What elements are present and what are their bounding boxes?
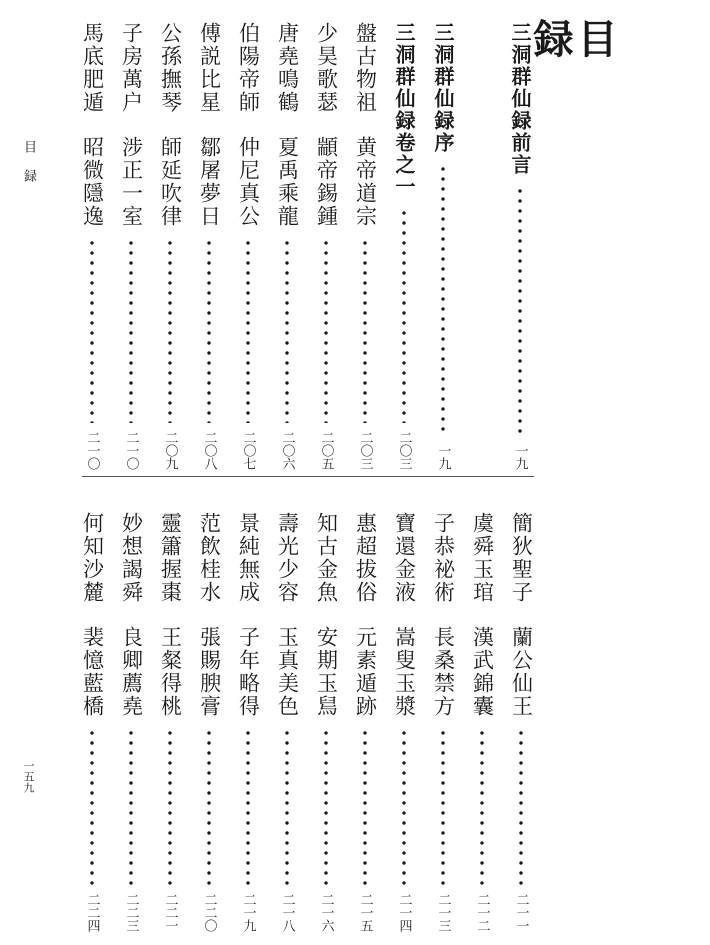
- page-number: 二二〇: [201, 893, 217, 932]
- page-number: 二〇五: [318, 431, 334, 470]
- leader-dots: [246, 728, 250, 885]
- leader-dots: [285, 238, 289, 423]
- running-head: 目 録: [21, 140, 36, 189]
- leader-dots: [129, 728, 133, 885]
- page-number: 二〇九: [162, 431, 178, 470]
- leader-dots: [519, 728, 523, 885]
- toc-entry[interactable]: [274, 512, 300, 932]
- page-number: 二一〇: [123, 431, 139, 470]
- toc-entry-foreword[interactable]: [430, 22, 456, 470]
- entry-title-b: 王粲得桃: [158, 626, 183, 718]
- toc-entry[interactable]: [352, 512, 378, 932]
- leader-dots: [324, 238, 328, 423]
- entry-title-b: 蘭公仙王: [509, 626, 534, 718]
- toc-entry[interactable]: [313, 22, 339, 470]
- page-number: 二一四: [396, 893, 412, 932]
- toc-entry[interactable]: [391, 512, 417, 932]
- entry-title-b: 長桑禁方: [431, 626, 456, 718]
- entry-title: 三洞群仙録前言: [508, 22, 532, 176]
- leader-dots: [441, 164, 445, 436]
- entry-title-b: 良卿薦堯: [119, 626, 144, 718]
- page-number: 二一〇: [84, 431, 100, 470]
- entry-title-a: 盤古物祖: [353, 22, 378, 114]
- entry-title-a: 寶還金液: [392, 512, 417, 604]
- leader-dots: [207, 238, 211, 423]
- page-number: 二〇八: [201, 431, 217, 470]
- leader-dots: [363, 238, 367, 423]
- entry-title-b: 昭微隱逸: [80, 136, 105, 228]
- toc-entry[interactable]: [196, 512, 222, 932]
- entry-title-b: 元素遁跡: [353, 626, 378, 718]
- leader-dots: [402, 208, 406, 423]
- leader-dots: [363, 728, 367, 885]
- toc-entry[interactable]: [352, 22, 378, 470]
- leader-dots: [518, 186, 522, 436]
- entry-title-a: 伯陽帝師: [236, 22, 261, 114]
- page-number: 二二三: [123, 893, 139, 932]
- leader-dots: [168, 728, 172, 885]
- entry-title-b: 裴憶藍橋: [80, 626, 105, 718]
- entry-title-b: 嵩叟玉漿: [392, 626, 417, 718]
- toc-entry[interactable]: [235, 22, 261, 470]
- leader-dots: [441, 728, 445, 885]
- entry-title: 三洞群仙録序: [431, 22, 455, 154]
- entry-title: 三洞群仙録卷之一: [392, 22, 416, 198]
- toc-entry[interactable]: [196, 22, 222, 470]
- entry-title-b: 漢武錦囊: [470, 626, 495, 718]
- leader-dots: [246, 238, 250, 423]
- entry-title-a: 何知沙麓: [80, 512, 105, 604]
- toc-entry[interactable]: [79, 22, 105, 470]
- entry-title-b: 安期玉舃: [314, 626, 339, 718]
- entry-title-b: 黄帝道宗: [353, 136, 378, 228]
- toc-entry[interactable]: [313, 512, 339, 932]
- toc-entry[interactable]: [274, 22, 300, 470]
- toc-entry[interactable]: [508, 512, 534, 932]
- entry-title-a: 簡狄聖子: [509, 512, 534, 604]
- entry-title-b: 鄒屠夢日: [197, 136, 222, 228]
- page-number: 二一九: [240, 893, 256, 932]
- entry-title-b: 玉真美色: [275, 626, 300, 718]
- leader-dots: [90, 728, 94, 885]
- page-number: 二一八: [279, 893, 295, 932]
- page-number: 一九: [435, 444, 451, 470]
- entry-title-a: 唐堯鳴鶴: [275, 22, 300, 114]
- toc-entry-volume-1[interactable]: [391, 22, 417, 470]
- toc-entry[interactable]: [157, 22, 183, 470]
- entry-title-a: 傅説比星: [197, 22, 222, 114]
- entry-title-a: 靈簫握棗: [158, 512, 183, 604]
- toc-entry[interactable]: [118, 512, 144, 932]
- entry-title-a: 壽光少容: [275, 512, 300, 604]
- page-number: 二一三: [435, 893, 451, 932]
- entry-title-a: 子房萬户: [119, 22, 144, 114]
- page-title: 目 録: [527, 18, 618, 86]
- entry-title-b: 子年略得: [236, 626, 261, 718]
- leader-dots: [207, 728, 211, 885]
- entry-title-a: 范飲桂水: [197, 512, 222, 604]
- entry-title-b: 師延吹律: [158, 136, 183, 228]
- leader-dots: [324, 728, 328, 885]
- section-divider: [82, 476, 534, 477]
- page-number: 二一五: [357, 893, 373, 932]
- leader-dots: [285, 728, 289, 885]
- page-number: 二〇三: [357, 431, 373, 470]
- entry-title-b: 張賜腴膏: [197, 626, 222, 718]
- entry-title-a: 少昊歌瑟: [314, 22, 339, 114]
- entry-title-a: 公孫撫琴: [158, 22, 183, 114]
- leader-dots: [90, 238, 94, 423]
- page-number: 二一六: [318, 893, 334, 932]
- toc-entry[interactable]: [157, 512, 183, 932]
- leader-dots: [402, 728, 406, 885]
- entry-title-a: 惠超拔俗: [353, 512, 378, 604]
- entry-title-b: 涉正一室: [119, 136, 144, 228]
- toc-entry[interactable]: [118, 22, 144, 470]
- entry-title-a: 虞舜玉琯: [470, 512, 495, 604]
- entry-title-a: 知古金魚: [314, 512, 339, 604]
- toc-entry[interactable]: [469, 512, 495, 932]
- leader-dots: [168, 238, 172, 423]
- leader-dots: [129, 238, 133, 423]
- page-folio: 一五九: [22, 760, 35, 793]
- leader-dots: [480, 728, 484, 885]
- page-number: 二二四: [84, 893, 100, 932]
- entry-title-b: 顓帝錫鍾: [314, 136, 339, 228]
- entry-title-b: 夏禹乘龍: [275, 136, 300, 228]
- page-number: 二〇六: [279, 431, 295, 470]
- page-number: 二〇七: [240, 431, 256, 470]
- entry-title-a: 子恭祕術: [431, 512, 456, 604]
- entry-title-b: 仲尼真公: [236, 136, 261, 228]
- page-number: 二一二: [474, 893, 490, 932]
- toc-entry-preface[interactable]: [507, 22, 533, 470]
- entry-title-a: 馬底肥遁: [80, 22, 105, 114]
- toc-entry[interactable]: [235, 512, 261, 932]
- entry-title-a: 妙想謁舜: [119, 512, 144, 604]
- page-number: 一九: [512, 444, 528, 470]
- page-number: 二二一: [162, 893, 178, 932]
- page-number: 二一一: [513, 893, 529, 932]
- toc-entry[interactable]: [430, 512, 456, 932]
- page-number: 二〇三: [396, 431, 412, 470]
- toc-entry[interactable]: [79, 512, 105, 932]
- entry-title-a: 景純無成: [236, 512, 261, 604]
